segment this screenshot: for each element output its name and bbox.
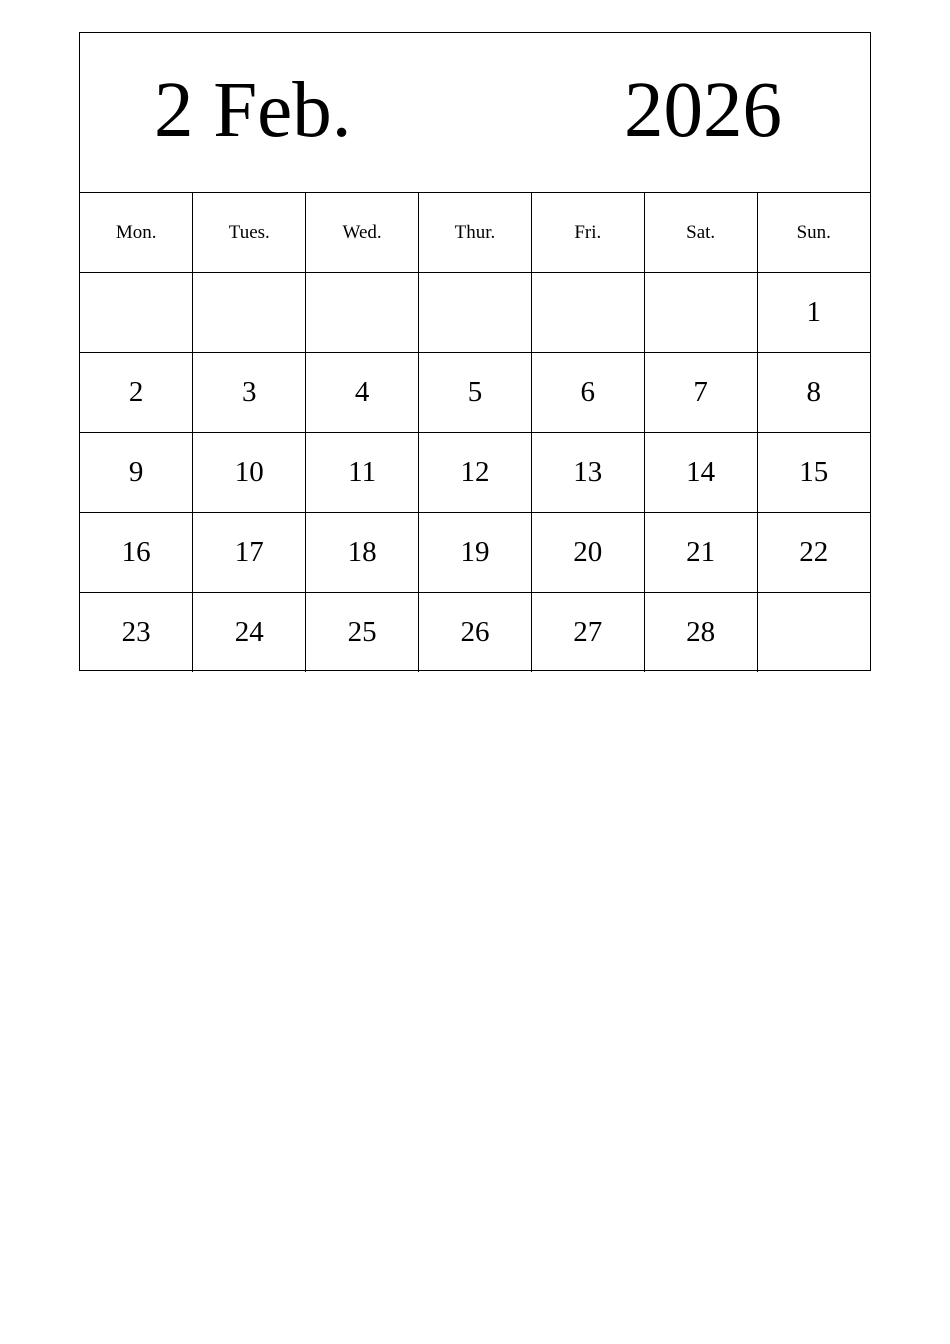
day-cell: 27 xyxy=(531,593,644,673)
day-cell: 4 xyxy=(306,353,419,433)
day-cell xyxy=(419,273,532,353)
day-cell: 2 xyxy=(80,353,193,433)
calendar-header xyxy=(80,33,870,193)
weekday-thu: Thur. xyxy=(419,193,532,273)
weekday-sun: Sun. xyxy=(757,193,870,273)
week-row xyxy=(80,593,870,673)
day-cell: 3 xyxy=(193,353,306,433)
day-cell: 23 xyxy=(80,593,193,673)
day-cell: 12 xyxy=(419,433,532,513)
day-cell: 10 xyxy=(193,433,306,513)
week-row xyxy=(80,513,870,593)
weekday-header-row xyxy=(80,193,870,273)
weekday-fri: Fri. xyxy=(531,193,644,273)
day-cell: 17 xyxy=(193,513,306,593)
day-cell: 26 xyxy=(419,593,532,673)
day-cell xyxy=(757,593,870,673)
day-cell: 15 xyxy=(757,433,870,513)
day-cell: 13 xyxy=(531,433,644,513)
day-cell xyxy=(193,273,306,353)
weekday-sat: Sat. xyxy=(644,193,757,273)
week-row xyxy=(80,353,870,433)
day-cell: 19 xyxy=(419,513,532,593)
week-row xyxy=(80,433,870,513)
week-row xyxy=(80,273,870,353)
calendar-grid xyxy=(80,193,870,672)
day-cell: 5 xyxy=(419,353,532,433)
day-cell: 20 xyxy=(531,513,644,593)
day-cell xyxy=(644,273,757,353)
day-cell xyxy=(80,273,193,353)
day-cell: 6 xyxy=(531,353,644,433)
weekday-wed: Wed. xyxy=(306,193,419,273)
day-cell: 1 xyxy=(757,273,870,353)
weekday-mon: Mon. xyxy=(80,193,193,273)
weekday-tue: Tues. xyxy=(193,193,306,273)
year-label: 2026 xyxy=(624,67,782,154)
day-cell: 24 xyxy=(193,593,306,673)
day-cell xyxy=(531,273,644,353)
day-cell xyxy=(306,273,419,353)
day-cell: 21 xyxy=(644,513,757,593)
day-cell: 11 xyxy=(306,433,419,513)
day-cell: 25 xyxy=(306,593,419,673)
calendar xyxy=(79,32,871,671)
day-cell: 28 xyxy=(644,593,757,673)
day-cell: 9 xyxy=(80,433,193,513)
day-cell: 18 xyxy=(306,513,419,593)
day-cell: 8 xyxy=(757,353,870,433)
day-cell: 22 xyxy=(757,513,870,593)
day-cell: 14 xyxy=(644,433,757,513)
day-cell: 16 xyxy=(80,513,193,593)
month-label: 2 Feb. xyxy=(154,67,352,154)
day-cell: 7 xyxy=(644,353,757,433)
